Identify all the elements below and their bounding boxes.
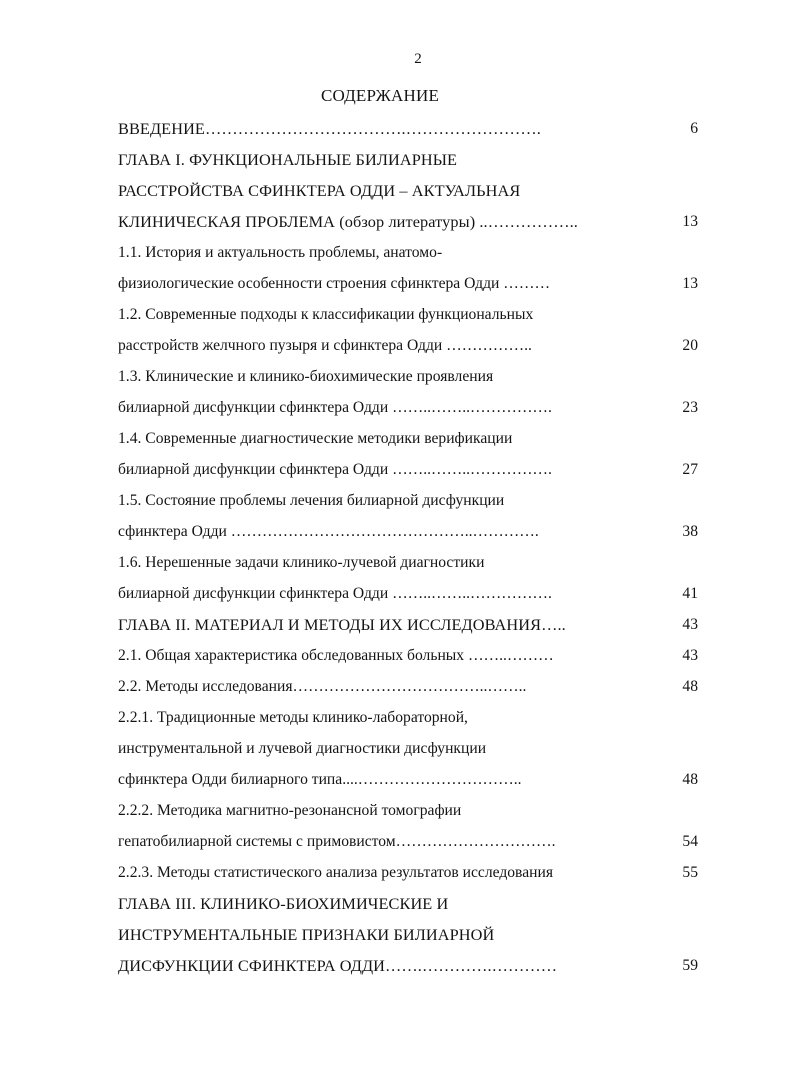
toc-entry-page: 13 (682, 213, 698, 230)
toc-entry-page: 20 (682, 337, 698, 354)
toc-entry-text: 2.2. Методы исследования………………………………..…….. (118, 678, 527, 695)
toc-entry (118, 516, 698, 547)
toc-entry-text: билиарной дисфункции сфинктера Одди ……..……..……………. (118, 461, 552, 478)
toc-entry-text: 2.1. Общая характеристика обследованных больных ……..……… (118, 647, 554, 664)
toc-entry-text: ГЛАВА I. ФУНКЦИОНАЛЬНЫЕ БИЛИАРНЫЕ (118, 150, 458, 169)
toc-entry-text: ГЛАВА III. КЛИНИКО-БИОХИМИЧЕСКИЕ И (118, 894, 449, 913)
toc-entry (118, 578, 698, 609)
toc-entry-text: ВВЕДЕНИЕ……………………………….……………………. (118, 119, 541, 138)
toc-entry-page: 41 (682, 585, 698, 602)
toc-entry-text: ДИСФУНКЦИИ СФИНКТЕРА ОДДИ…….………….………… (118, 956, 558, 975)
toc-entry-text: билиарной дисфункции сфинктера Одди ……..……..……………. (118, 399, 552, 416)
toc-entry-page: 23 (682, 399, 698, 416)
toc-entry-text: 2.2.2. Методика магнитно-резонансной томографии (118, 802, 462, 819)
toc-entry (118, 888, 698, 919)
toc-entry-page: 55 (682, 864, 698, 881)
toc-entry-text: ИНСТРУМЕНТАЛЬНЫЕ ПРИЗНАКИ БИЛИАРНОЙ (118, 925, 495, 944)
toc-entry-text: 1.6. Нерешенные задачи клинико-лучевой диагностики (118, 554, 485, 571)
page-title: СОДЕРЖАНИЕ (320, 86, 440, 105)
toc-entry-text: 2.2.3. Методы статистического анализа результатов исследования (118, 864, 554, 881)
toc-entry-page: 48 (682, 678, 698, 695)
toc-entry-text: РАССТРОЙСТВА СФИНКТЕРА ОДДИ – АКТУАЛЬНАЯ (118, 181, 521, 200)
toc-entry-page: 38 (682, 523, 698, 540)
toc-entry (118, 392, 698, 423)
toc-entry-text: гепатобилиарной системы с примовистом…………………………. (118, 833, 556, 850)
toc-entry-page: 59 (682, 957, 698, 974)
toc-entry (118, 206, 698, 237)
toc-entry (118, 919, 698, 950)
toc-entry (118, 826, 698, 857)
toc-entry (118, 144, 698, 175)
toc-entry (118, 454, 698, 485)
toc-entry-text: 1.4. Современные диагностические методики верификации (118, 430, 513, 447)
toc-entry (118, 640, 698, 671)
toc-entry-text: 1.5. Состояние проблемы лечения билиарной дисфункции (118, 492, 505, 509)
toc-entry (118, 857, 698, 888)
toc-entry-text: сфинктера Одди билиарного типа....………………………….. (118, 771, 522, 788)
toc-entry (118, 671, 698, 702)
toc-entry (118, 423, 698, 454)
toc-entry (118, 702, 698, 733)
toc-entry (118, 950, 698, 981)
toc-entry-text: физиологические особенности строения сфинктера Одди ……… (118, 275, 551, 292)
toc-entry-text: билиарной дисфункции сфинктера Одди ……..……..……………. (118, 585, 552, 602)
toc-entry-text: инструментальной и лучевой диагностики дисфункции (118, 740, 487, 757)
toc-entry-page: 43 (682, 616, 698, 633)
toc-entry-text: сфинктера Одди ………………………………………..…………. (118, 523, 539, 540)
toc-entry-text: ГЛАВА II. МАТЕРИАЛ И МЕТОДЫ ИХ ИССЛЕДОВАНИЯ….. (118, 615, 566, 634)
toc-entry-text: расстройств желчного пузыря и сфинктера Одди …………….. (118, 337, 532, 354)
toc-entry (118, 609, 698, 640)
toc-entry (118, 237, 698, 268)
toc-entry (118, 485, 698, 516)
toc-entry (118, 733, 698, 764)
toc-entry (118, 764, 698, 795)
toc-entry (118, 175, 698, 206)
toc-entry-page: 43 (682, 647, 698, 664)
toc-entry-page: 13 (682, 275, 698, 292)
page-number: 2 (414, 51, 422, 67)
toc-entry (118, 268, 698, 299)
toc-entry-page: 48 (682, 771, 698, 788)
toc-entry (118, 330, 698, 361)
toc-entry (118, 547, 698, 578)
toc-entry-text: 2.2.1. Традиционные методы клинико-лабораторной, (118, 709, 468, 726)
toc-entry (118, 361, 698, 392)
toc-entry-page: 6 (690, 120, 698, 137)
table-of-contents (118, 113, 698, 981)
toc-entry-text: 1.1. История и актуальность проблемы, анатомо- (118, 244, 443, 261)
toc-entry-page: 27 (682, 461, 698, 478)
toc-entry (118, 299, 698, 330)
toc-entry (118, 113, 698, 144)
toc-entry-page: 54 (682, 833, 698, 850)
toc-entry-text: КЛИНИЧЕСКАЯ ПРОБЛЕМА (обзор литературы) ..…………….. (118, 212, 578, 231)
toc-entry (118, 795, 698, 826)
toc-entry-text: 1.3. Клинические и клинико-биохимические проявления (118, 368, 494, 385)
toc-entry-text: 1.2. Современные подходы к классификации функциональных (118, 306, 534, 323)
